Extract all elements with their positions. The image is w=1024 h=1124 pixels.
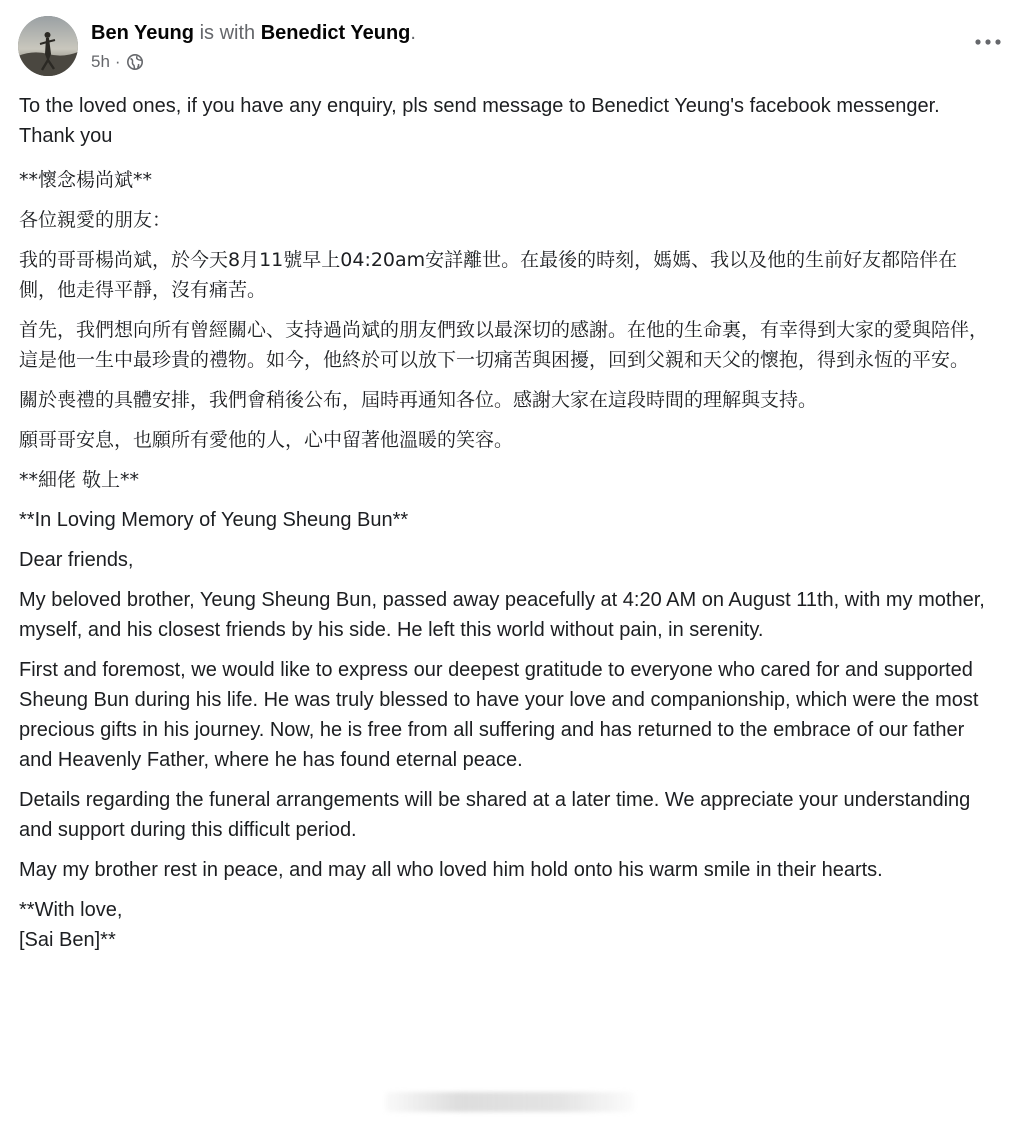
- with-label: is with: [199, 22, 256, 44]
- post-paragraph-intro: To the loved ones, if you have any enquiry, pls send message to Benedict Yeung's facebook messenger. Thank you: [19, 95, 940, 147]
- post-paragraph-zh-1: 我的哥哥楊尚斌，於今天8月11號早上04:20am安詳離世。在最後的時刻，媽媽、我以及他的生前好友都陪伴在側，他走得平靜，沒有痛苦。: [19, 249, 958, 301]
- post-timestamp[interactable]: 5h: [91, 52, 110, 71]
- post-body: [19, 91, 994, 965]
- post-paragraph-en-greeting: Dear friends,: [19, 549, 134, 571]
- post-paragraph-zh-4: 願哥哥安息，也願所有愛他的人，心中留著他溫暖的笑容。: [19, 429, 514, 451]
- post-header: [18, 16, 1008, 80]
- post-paragraph-zh-title: **懷念楊尚斌**: [19, 169, 153, 191]
- globe-icon[interactable]: [126, 53, 144, 71]
- author-name-link[interactable]: Ben Yeung: [91, 22, 194, 44]
- post-paragraph-en-signoff: **With love, [Sai Ben]**: [19, 899, 123, 951]
- tagged-person-link[interactable]: Benedict Yeung: [260, 22, 411, 44]
- avatar-photo: [18, 16, 78, 76]
- more-options-button[interactable]: [968, 28, 1008, 56]
- more-options-icon: [975, 39, 1001, 45]
- post-paragraph-zh-2: 首先，我們想向所有曾經關心、支持過尚斌的朋友們致以最深切的感謝。在他的生命裏，有幸得到大家的愛與陪伴，這是他一生中最珍貴的禮物。如今，他終於可以放下一切痛苦與困擾，回到父親和天父的懷抱，得到永恆的平安。: [19, 319, 989, 371]
- post-paragraph-en-title: **In Loving Memory of Yeung Sheung Bun**: [19, 509, 409, 531]
- post-paragraph-en-2: First and foremost, we would like to express our deepest gratitude to everyone who cared for and supported Sheung Bun during his life. He was truly blessed to have your love and companionship, which were the most precious gifts in his journey. Now, he is free from all suffering and has returned to the embrace of our father and Heavenly Father, where he has found eternal peace.: [19, 659, 979, 771]
- author-avatar[interactable]: [18, 16, 78, 76]
- post-paragraph-zh-greeting: 各位親愛的朋友：: [19, 209, 172, 231]
- post-meta: [91, 51, 911, 73]
- post-paragraph-en-1: My beloved brother, Yeung Sheung Bun, passed away peacefully at 4:20 AM on August 11th, with my mother, myself, and his closest friends by his side. He left this world without pain, in serenity.: [19, 589, 985, 641]
- meta-separator: ·: [114, 52, 121, 71]
- tagged-suffix: .: [410, 22, 416, 44]
- post-paragraph-en-4: May my brother rest in peace, and may all who loved him hold onto his warm smile in their hearts.: [19, 859, 883, 881]
- post-paragraph-zh-3: 關於喪禮的具體安排，我們會稍後公布，屆時再通知各位。感謝大家在這段時間的理解與支持。: [19, 389, 818, 411]
- author-line: [91, 20, 911, 46]
- post-paragraph-zh-signoff: **細佬 敬上**: [19, 469, 140, 491]
- post-paragraph-en-3: Details regarding the funeral arrangements will be shared at a later time. We appreciate your understanding and support during this difficult period.: [19, 789, 971, 841]
- blurred-watermark: [385, 1092, 635, 1112]
- header-text: [91, 20, 911, 73]
